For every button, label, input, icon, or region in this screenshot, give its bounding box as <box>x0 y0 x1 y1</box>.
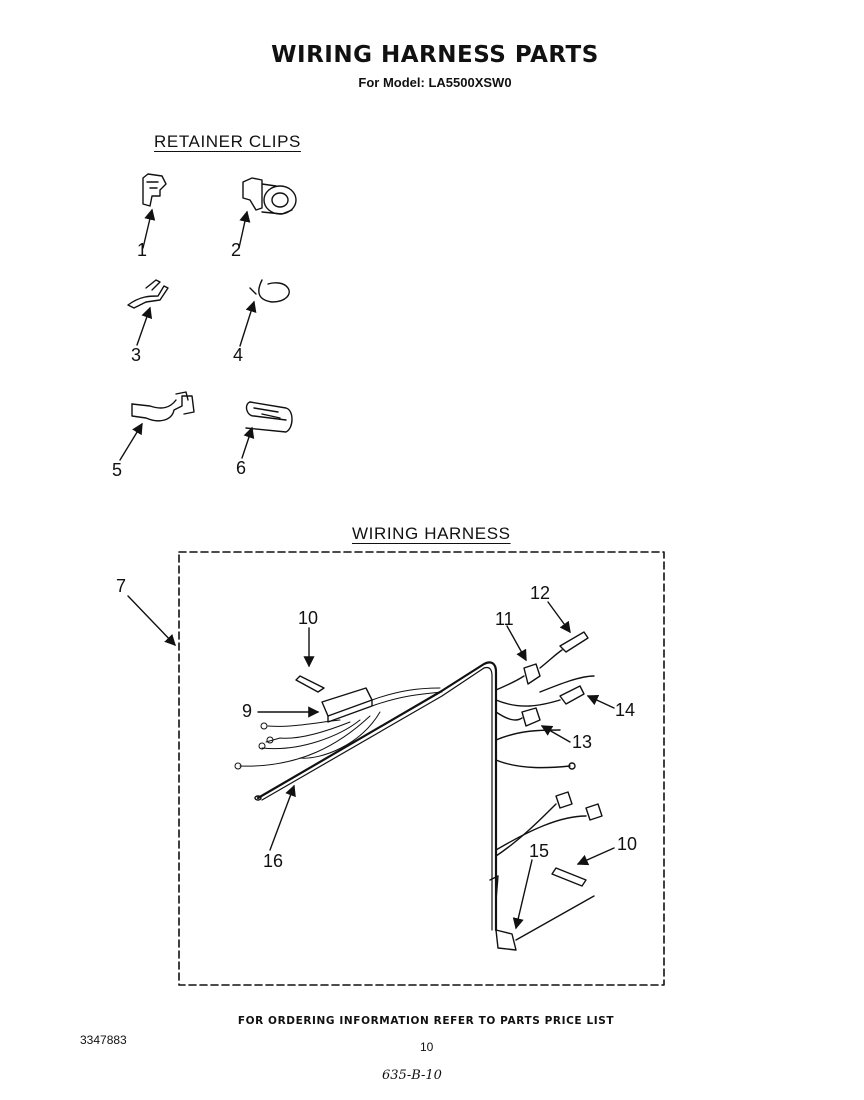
terminal-10-top-icon <box>296 628 324 692</box>
retainer-clip-1-icon <box>143 174 166 248</box>
page-number: 10 <box>420 1040 434 1054</box>
clip-2-number: 2 <box>231 240 242 260</box>
retainer-clip-2-icon <box>239 178 296 248</box>
retainer-clip-5-icon <box>120 392 194 460</box>
callout-12: 12 <box>530 583 551 603</box>
connector-11-icon <box>496 626 540 690</box>
handwritten-note: 635-B-10 <box>382 1068 442 1083</box>
callout-11: 11 <box>495 609 514 629</box>
ordering-note: FOR ORDERING INFORMATION REFER TO PARTS PRICE LIST <box>237 1015 615 1027</box>
callout-10-top: 10 <box>298 608 319 628</box>
wiring-harness-heading: WIRING HARNESS <box>352 524 511 543</box>
callout-10-bottom: 10 <box>617 834 638 854</box>
terminal-10-bottom-icon <box>552 848 614 886</box>
connector-9-icon <box>258 688 372 722</box>
retainer-clip-3-icon <box>128 280 168 345</box>
harness-trunk <box>255 662 516 950</box>
connector-14-icon <box>496 676 614 708</box>
callout-7: 7 <box>116 576 127 596</box>
connector-13-icon <box>496 708 575 769</box>
retainer-clip-6-icon <box>242 402 292 458</box>
callout-15: 15 <box>529 841 550 861</box>
callout-14: 14 <box>615 700 636 720</box>
terminal-12-icon <box>540 602 588 668</box>
clip-5-number: 5 <box>112 460 123 480</box>
document-number: 3347883 <box>80 1033 127 1047</box>
callout-13: 13 <box>572 732 593 752</box>
harness-frame <box>179 552 664 985</box>
page-title: WIRING HARNESS PARTS <box>271 42 599 68</box>
retainer-clip-4-icon <box>240 280 289 346</box>
harness-wires-left <box>235 688 442 769</box>
callout-16: 16 <box>263 851 284 871</box>
model-subtitle: For Model: LA5500XSW0 <box>358 75 512 90</box>
clip-4-number: 4 <box>233 345 244 365</box>
retainer-clips-heading: RETAINER CLIPS <box>154 132 301 151</box>
connectors-lower-right <box>496 792 602 856</box>
clip-1-number: 1 <box>137 240 148 260</box>
clip-6-number: 6 <box>236 458 247 478</box>
clip-3-number: 3 <box>131 345 142 365</box>
callout-9: 9 <box>242 701 253 721</box>
